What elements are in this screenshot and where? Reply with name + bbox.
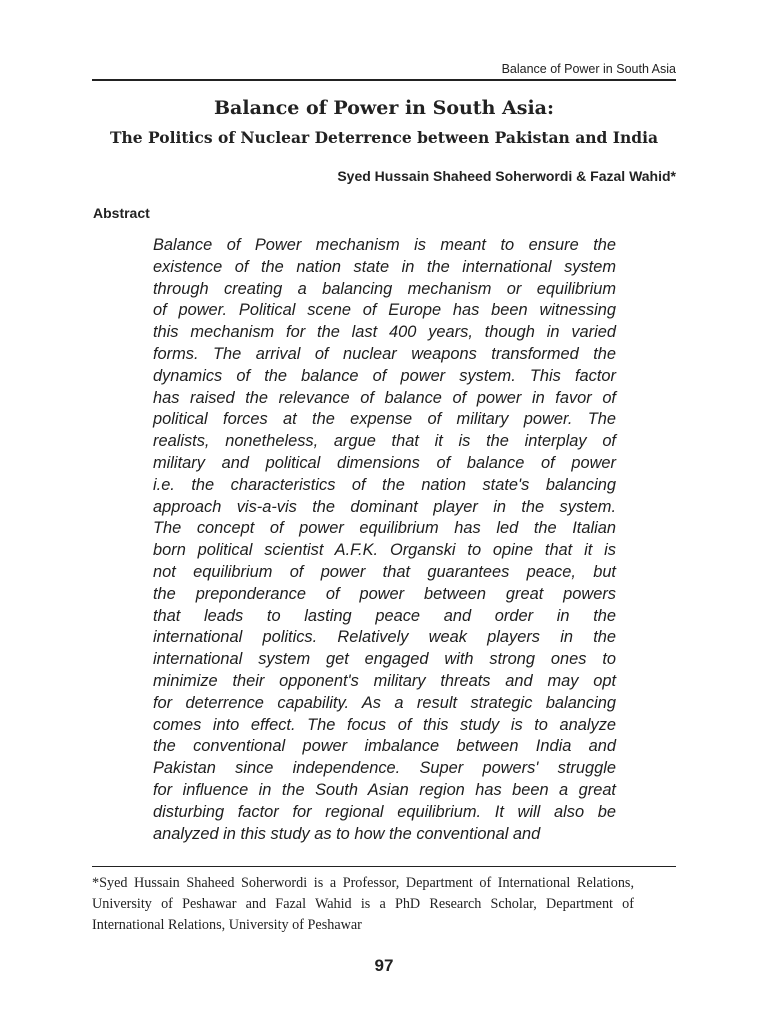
footnote-rule: [92, 866, 676, 867]
abstract-line: this mechanism for the last 400 years, though in varied: [153, 323, 616, 342]
abstract-line: approach vis-a-vis the dominant player in the system.: [153, 497, 616, 516]
abstract-line: that leads to lasting peace and order in the: [153, 606, 616, 625]
abstract-line: dynamics of the balance of power system. This factor: [153, 366, 616, 385]
header-rule: [92, 79, 676, 81]
abstract-line: existence of the nation state in the international system: [153, 257, 616, 276]
abstract-line: comes into effect. The focus of this study is to analyze: [153, 715, 616, 734]
abstract-line: disturbing factor for regional equilibrium. It will also be: [153, 802, 616, 821]
abstract-line: analyzed in this study as to how the conventional and: [153, 824, 541, 843]
abstract-line: born political scientist A.F.K. Organski to opine that it is: [153, 541, 616, 560]
abstract-line: through creating a balancing mechanism or equilibrium: [153, 279, 616, 298]
abstract-line: political forces at the expense of military power. The: [153, 410, 616, 429]
article-title: Balance of Power in South Asia:: [213, 97, 554, 119]
abstract-line: i.e. the characteristics of the nation state's balancing: [153, 475, 616, 494]
article-subtitle: The Politics of Nuclear Deterrence between Pakistan and India: [109, 128, 659, 147]
abstract-line: for influence in the South Asian region has been a great: [153, 780, 616, 799]
page-number: 97: [374, 956, 394, 975]
abstract-line: minimize their opponent's military threats and may opt: [153, 671, 616, 690]
abstract-line: the conventional power imbalance between India and: [153, 737, 616, 756]
abstract-line: not equilibrium of power that guarantees peace, but: [153, 562, 616, 581]
abstract-line: for deterrence capability. As a result strategic balancing: [153, 693, 616, 712]
abstract-line: forms. The arrival of nuclear weapons transformed the: [153, 344, 616, 363]
abstract-line: military and political dimensions of balance of power: [153, 453, 616, 472]
abstract-line: the preponderance of power between great powers: [153, 584, 616, 603]
abstract-line: Pakistan since independence. Super powers' struggle: [153, 759, 616, 778]
abstract-line: international politics. Relatively weak players in the: [153, 628, 616, 647]
author-footnote: *Syed Hussain Shaheed Soherwordi is a Professor, Department of International Relations, University of Peshawar and Fazal Wahid is a PhD Research Scholar, Department of International Relations, University of Peshawar: [92, 875, 634, 933]
abstract-line: of power. Political scene of Europe has been witnessing: [153, 301, 616, 320]
running-header-title: Balance of Power in South Asia: [501, 62, 676, 76]
abstract-heading: Abstract: [93, 205, 150, 221]
abstract-line: has raised the relevance of balance of power in favor of: [153, 388, 616, 407]
abstract-line: realists, nonetheless, argue that it is the interplay of: [153, 432, 616, 451]
article-authors: Syed Hussain Shaheed Soherwordi & Fazal Wahid*: [337, 168, 676, 184]
abstract-body: [153, 235, 616, 845]
abstract-line: Balance of Power mechanism is meant to ensure the: [153, 236, 616, 254]
abstract-line: The concept of power equilibrium has led the Italian: [153, 519, 616, 538]
abstract-line: international system get engaged with strong ones to: [153, 650, 616, 669]
